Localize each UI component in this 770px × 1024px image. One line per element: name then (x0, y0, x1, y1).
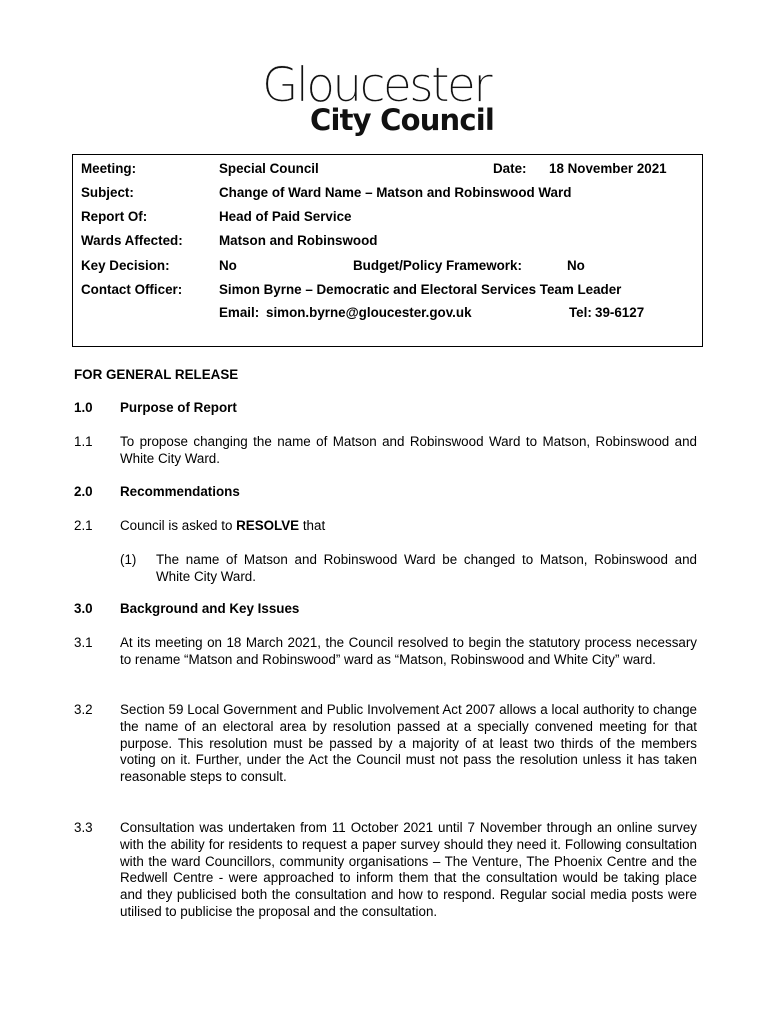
recommendation-text: The name of Matson and Robinswood Ward be changed to Matson, Robinswood and White City Ward. (156, 552, 697, 584)
meeting-details-box (72, 154, 703, 347)
email-value[interactable]: simon.byrne@gloucester.gov.uk (266, 305, 472, 320)
meeting-label: Meeting: (81, 161, 137, 176)
paragraph-text: At its meeting on 18 March 2021, the Council resolved to begin the statutory process necessary to rename “Matson and Robinswood” ward as “Matson, Robinswood and White City” ward. (120, 635, 697, 667)
logo-wordmark-gloucester: Gloucester (262, 58, 490, 113)
report-of-value: Head of Paid Service (219, 209, 352, 224)
date-label: Date: (493, 161, 527, 176)
tel-label: Tel: (569, 305, 592, 320)
section-number: 1.0 (74, 400, 93, 415)
contact-officer-label: Contact Officer: (81, 282, 183, 297)
paragraph-number: 2.1 (74, 518, 93, 533)
date-value: 18 November 2021 (549, 161, 667, 176)
section-number: 2.0 (74, 484, 93, 499)
paragraph-text-post: that (299, 518, 326, 533)
section-number: 3.0 (74, 601, 93, 616)
paragraph-text-pre: Council is asked to (120, 518, 237, 533)
meeting-value: Special Council (219, 161, 319, 176)
resolve-keyword: RESOLVE (236, 518, 300, 533)
report-of-label: Report Of: (81, 209, 148, 224)
budget-framework-label: Budget/Policy Framework: (353, 258, 522, 273)
paragraph-text (120, 518, 697, 535)
section-title: Background and Key Issues (120, 601, 300, 616)
release-status: FOR GENERAL RELEASE (74, 367, 239, 382)
paragraph-text: Section 59 Local Government and Public Involvement Act 2007 allows a local authority to change the name of an electoral area by resolution passed at a specially convened meeting for that purpose. This resolution must be passed by a majority of at least two thirds of the members voting on it. Further, under the Act the Council must not pass the resolution unless it has taken reasonable steps to consult. (120, 702, 697, 785)
key-decision-label: Key Decision: (81, 258, 170, 273)
wards-affected-label: Wards Affected: (81, 233, 183, 248)
logo-wordmark-city-council: City Council (310, 103, 495, 137)
paragraph-number: 3.2 (74, 702, 93, 717)
paragraph-text: To propose changing the name of Matson and Robinswood Ward to Matson, Robinswood and White City Ward. (120, 434, 697, 466)
contact-officer-value: Simon Byrne – Democratic and Electoral Services Team Leader (219, 282, 622, 297)
budget-framework-value: No (567, 258, 585, 273)
paragraph-number: 3.3 (74, 820, 93, 835)
key-decision-value: No (219, 258, 237, 273)
section-title: Purpose of Report (120, 400, 237, 415)
paragraph-number: 3.1 (74, 635, 93, 650)
subject-label: Subject: (81, 185, 134, 200)
section-title: Recommendations (120, 484, 240, 499)
wards-affected-value: Matson and Robinswood (219, 233, 378, 248)
subject-value: Change of Ward Name – Matson and Robinswood Ward (219, 185, 572, 200)
council-logo (262, 58, 512, 140)
recommendation-number: (1) (120, 552, 137, 567)
tel-value: 39-6127 (595, 305, 645, 320)
paragraph-number: 1.1 (74, 434, 93, 449)
paragraph-text: Consultation was undertaken from 11 October 2021 until 7 November through an online survey with the ability for residents to request a paper survey should they need it. Following consultation with the ward Councillors, community organisations – The Venture, The Phoenix Centre and the Redwell Centre - were approached to inform them that the consultation would be taking place and they publicised both the consultation and how to respond. Regular social media posts were utilised to publicise the proposal and the consultation. (120, 820, 697, 919)
email-label: Email: (219, 305, 260, 320)
